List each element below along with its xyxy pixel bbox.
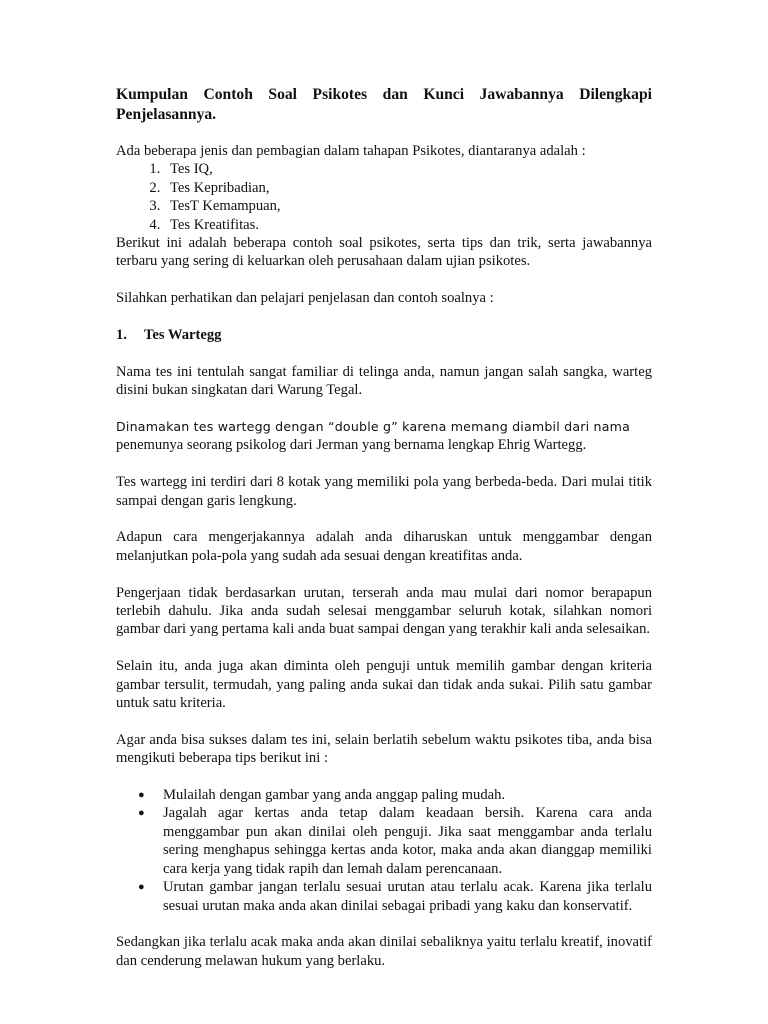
tip-text: Mulailah dengan gambar yang anda anggap paling mudah. (163, 787, 506, 804)
bullet-icon: ● (138, 789, 145, 802)
paragraph-2 (116, 418, 652, 455)
list-item: 1. Tes IQ, (164, 160, 652, 178)
paragraph-7: Agar anda bisa sukses dalam tes ini, selain berlatih sebelum waktu psikotes tiba, anda bisa mengikuti beberapa tips berikut ini : (116, 731, 652, 767)
tip-text: Jagalah agar kertas anda tetap dalam keadaan bersih. Karena cara anda menggambar pun akan dinilai oleh penguji. Jika saat menggambar anda terlalu sering menghapus sehingga kertas anda kotor, maka anda akan dianggap memiliki cara kerja yang tidak rapih dan lemah dalam perencanaan. (163, 805, 652, 877)
bullet-icon: ● (138, 881, 145, 894)
section-number: 1. (116, 327, 127, 344)
list-item (116, 786, 652, 804)
paragraph-5: Pengerjaan tidak berdasarkan urutan, terserah anda mau mulai dari nomor berapapun terlebih dahulu. Jika anda sudah selesai menggambar seluruh kotak, silahkan nomori gambar dari yang pertama kali anda buat sampai dengan yang terakhir kali anda selesaikan. (116, 584, 652, 638)
list-item: 4. Tes Kreatifitas. (164, 216, 652, 234)
section-title: Tes Wartegg (144, 327, 222, 344)
paragraph-2-line-2: penemunya seorang psikolog dari Jerman yang bernama lengkap Ehrig Wartegg. (116, 437, 587, 454)
tip-text: Urutan gambar jangan terlalu sesuai urutan atau terlalu acak. Karena jika terlalu sesuai urutan maka anda akan dinilai sebagai pribadi yang kaku dan konservatif. (163, 879, 652, 914)
intro-paragraph: Ada beberapa jenis dan pembagian dalam tahapan Psikotes, diantaranya adalah : (116, 143, 586, 159)
list-item: 3. TesT Kemampuan, (164, 197, 652, 215)
paragraph-3: Tes wartegg ini terdiri dari 8 kotak yang memiliki pola yang berbeda-beda. Dari mulai titik sampai dengan garis lengkung. (116, 474, 652, 509)
list-item (116, 878, 652, 915)
closing-paragraph: Sedangkan jika terlalu acak maka anda akan dinilai sebaliknya yaitu terlalu kreatif, inovatif dan cenderung melawan hukum yang berlaku. (116, 934, 652, 969)
paragraph-2-line-1: Dinamakan tes wartegg dengan “double g” karena memang diambil dari nama (116, 419, 631, 435)
paragraph-1: Nama tes ini tentulah sangat familiar di telinga anda, namun jangan salah sangka, warteg disini bukan singkatan dari Warung Tegal. (116, 363, 652, 399)
after-list-paragraph: Berikut ini adalah beberapa contoh soal psikotes, serta tips dan trik, serta jawabannya terbaru yang sering di keluarkan oleh perusahaan dalam ujian psikotes. (116, 235, 652, 270)
paragraph-6: Selain itu, anda juga akan diminta oleh penguji untuk memilih gambar dengan kriteria gambar tersulit, termudah, yang paling anda sukai dan tidak anda sukai. Pilih satu gambar untuk satu kriteria. (116, 658, 652, 712)
list-item: 2. Tes Kepribadian, (164, 179, 652, 197)
document-title: Kumpulan Contoh Soal Psikotes dan Kunci Jawabannya Dilengkapi Penjelasannya. (116, 86, 652, 123)
section-heading (116, 326, 652, 344)
tips-list (116, 786, 652, 915)
bullet-icon: ● (138, 807, 145, 820)
paragraph-4: Adapun cara mengerjakannya adalah anda diharuskan untuk menggambar dengan melanjutkan pola-pola yang sudah ada sesuai dengan kreatifitas anda. (116, 529, 652, 564)
psikotes-types-list (116, 160, 652, 234)
list-item (116, 804, 652, 878)
instruction-paragraph: Silahkan perhatikan dan pelajari penjelasan dan contoh soalnya : (116, 290, 494, 307)
